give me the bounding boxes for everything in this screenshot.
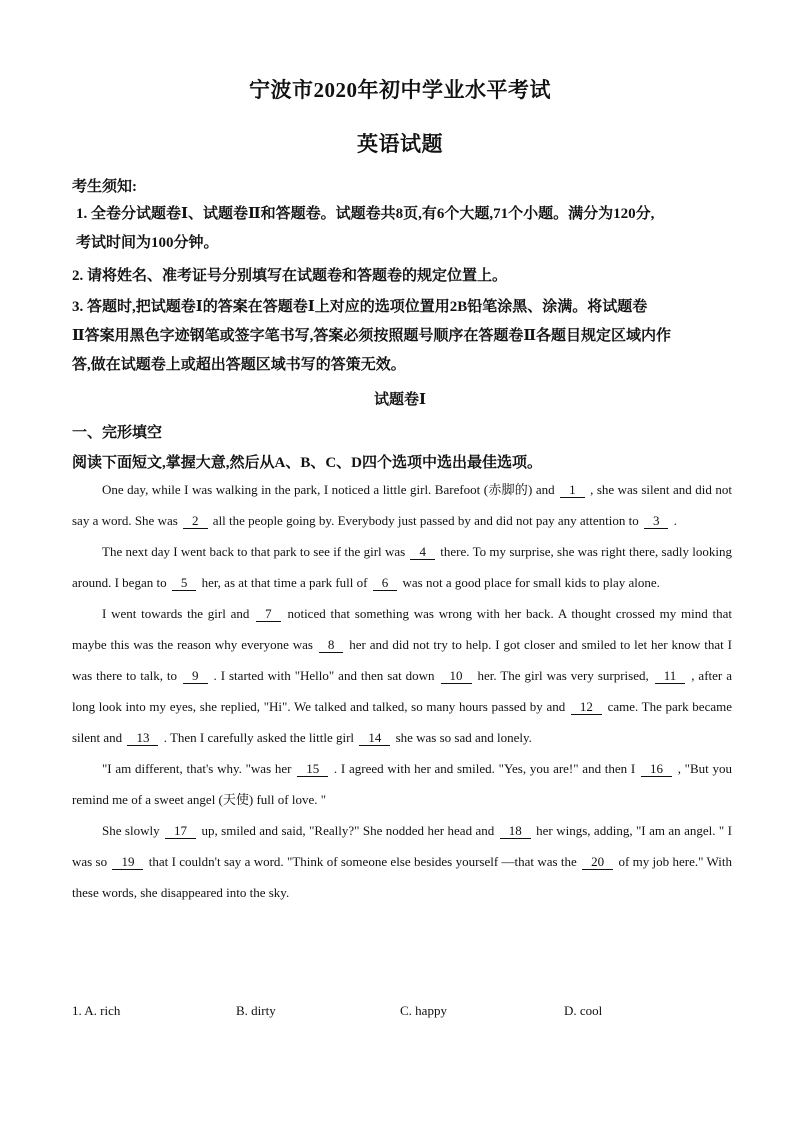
passage-text: One day, while I was walking in the park, I noticed a little girl. Barefoot (赤脚的) and xyxy=(102,482,559,497)
cloze-blank: 15 xyxy=(297,762,328,777)
cloze-blank: 2 xyxy=(183,514,208,529)
notice-rule-1-line-2: 考试时间为100分钟。 xyxy=(76,235,219,251)
passage-text: , she was silent and did not say a word. She was xyxy=(72,482,732,528)
cloze-blank: 7 xyxy=(256,607,281,622)
cloze-blank: 16 xyxy=(641,762,672,777)
passage-text: her and did not try to help. I got closer and smiled to let her know that I was there to talk, to xyxy=(72,637,732,683)
section-instruction: 阅读下面短文,掌握大意,然后从A、B、C、D四个选项中选出最佳选项。 xyxy=(72,455,543,471)
passage-paragraph-5 xyxy=(72,815,732,908)
passage-text: her wings, adding, "I am an angel. " I was so xyxy=(72,823,733,869)
passage-text: noticed that something was wrong with her back. A thought crossed my mind that maybe this was the reason why everyone was xyxy=(72,606,732,652)
section-heading: 一、完形填空 xyxy=(72,425,163,441)
passage-text: . Then I carefully asked the little girl xyxy=(160,730,358,745)
cloze-blank: 3 xyxy=(644,514,669,529)
passage-text: her, as at that time a park full of xyxy=(198,575,371,590)
option-c: C. happy xyxy=(400,1003,447,1018)
notice-rule-3-line-1: 3. 答题时,把试题卷Ⅰ的答案在答题卷Ⅰ上对应的选项位置用2B铅笔涂黑、涂满。将试题卷 xyxy=(72,299,648,315)
passage-text: She slowly xyxy=(102,823,164,838)
notice-rule-3 xyxy=(72,293,742,380)
passage-text: , after a long look into my eyes, she replied, "Hi". We talked and talked, so many hours passed by and xyxy=(72,668,732,714)
notice-rule-1-line-1: 1. 全卷分试题卷Ⅰ、试题卷Ⅱ和答题卷。试题卷共8页,有6个大题,71个小题。满分为120分, xyxy=(76,206,655,222)
passage-text: was not a good place for small kids to play alone. xyxy=(399,575,660,590)
question-1-options xyxy=(72,1003,732,1019)
passage-text: there. To my surprise, she was right there, sadly looking around. I began to xyxy=(72,544,733,590)
cloze-passage xyxy=(72,474,732,908)
option-b: B. dirty xyxy=(236,1003,276,1018)
passage-paragraph-2 xyxy=(72,536,732,598)
option-d: D. cool xyxy=(564,1003,603,1018)
notice-rule-3-line-2: Ⅱ答案用黑色字迹钢笔或签字笔书写,答案必须按照题号顺序在答题卷Ⅱ各题目规定区域内作 xyxy=(72,328,672,344)
cloze-blank: 11 xyxy=(655,669,686,684)
passage-paragraph-1 xyxy=(72,474,732,536)
paper-section-title: 试题卷Ⅰ xyxy=(373,392,427,408)
passage-text: up, smiled and said, "Really?" She nodded her head and xyxy=(198,823,498,838)
passage-text: "I am different, that's why. "was her xyxy=(102,761,296,776)
cloze-blank: 4 xyxy=(410,545,435,560)
passage-paragraph-4 xyxy=(72,753,732,815)
passage-text: came. The park became silent and xyxy=(72,699,732,745)
exam-subtitle: 英语试题 xyxy=(357,132,443,156)
notice-rule-3-line-3: 答,做在试题卷上或超出答题区域书写的答策无效。 xyxy=(72,357,406,373)
exam-title: 宁波市2020年初中学业水平考试 xyxy=(249,78,551,102)
cloze-blank: 10 xyxy=(441,669,472,684)
passage-text: all the people going by. Everybody just passed by and did not pay any attention to xyxy=(209,513,642,528)
cloze-blank: 5 xyxy=(172,576,197,591)
cloze-blank: 17 xyxy=(165,824,196,839)
cloze-blank: 8 xyxy=(319,638,344,653)
notice-rule-2: 2. 请将姓名、准考证号分别填写在试题卷和答题卷的规定位置上。 xyxy=(72,268,508,284)
notice-rule-1 xyxy=(72,200,742,258)
passage-text: . I started with "Hello" and then sat down xyxy=(209,668,439,683)
cloze-blank: 1 xyxy=(560,483,585,498)
passage-text: I went towards the girl and xyxy=(102,606,255,621)
cloze-blank: 14 xyxy=(359,731,390,746)
option-a: 1. A. rich xyxy=(72,1003,121,1018)
cloze-blank: 6 xyxy=(373,576,398,591)
cloze-blank: 12 xyxy=(571,700,602,715)
cloze-blank: 18 xyxy=(500,824,531,839)
cloze-blank: 9 xyxy=(183,669,208,684)
passage-text: The next day I went back to that park to see if the girl was xyxy=(102,544,409,559)
passage-text: . I agreed with her and smiled. "Yes, you are!" and then I xyxy=(330,761,639,776)
cloze-blank: 13 xyxy=(127,731,158,746)
passage-text: she was so sad and lonely. xyxy=(392,730,532,745)
cloze-blank: 20 xyxy=(582,855,613,870)
passage-text: her. The girl was very surprised, xyxy=(473,668,653,683)
passage-text: that I couldn't say a word. "Think of someone else besides yourself —that was the xyxy=(145,854,581,869)
cloze-blank: 19 xyxy=(112,855,143,870)
notice-heading: 考生须知: xyxy=(72,179,137,195)
passage-paragraph-3 xyxy=(72,598,732,753)
passage-text: of my job here." With these words, she disappeared into the sky. xyxy=(72,854,732,900)
passage-text: . xyxy=(670,513,677,528)
passage-text: , "But you remind me of a sweet angel (天使) full of love. " xyxy=(72,761,732,807)
